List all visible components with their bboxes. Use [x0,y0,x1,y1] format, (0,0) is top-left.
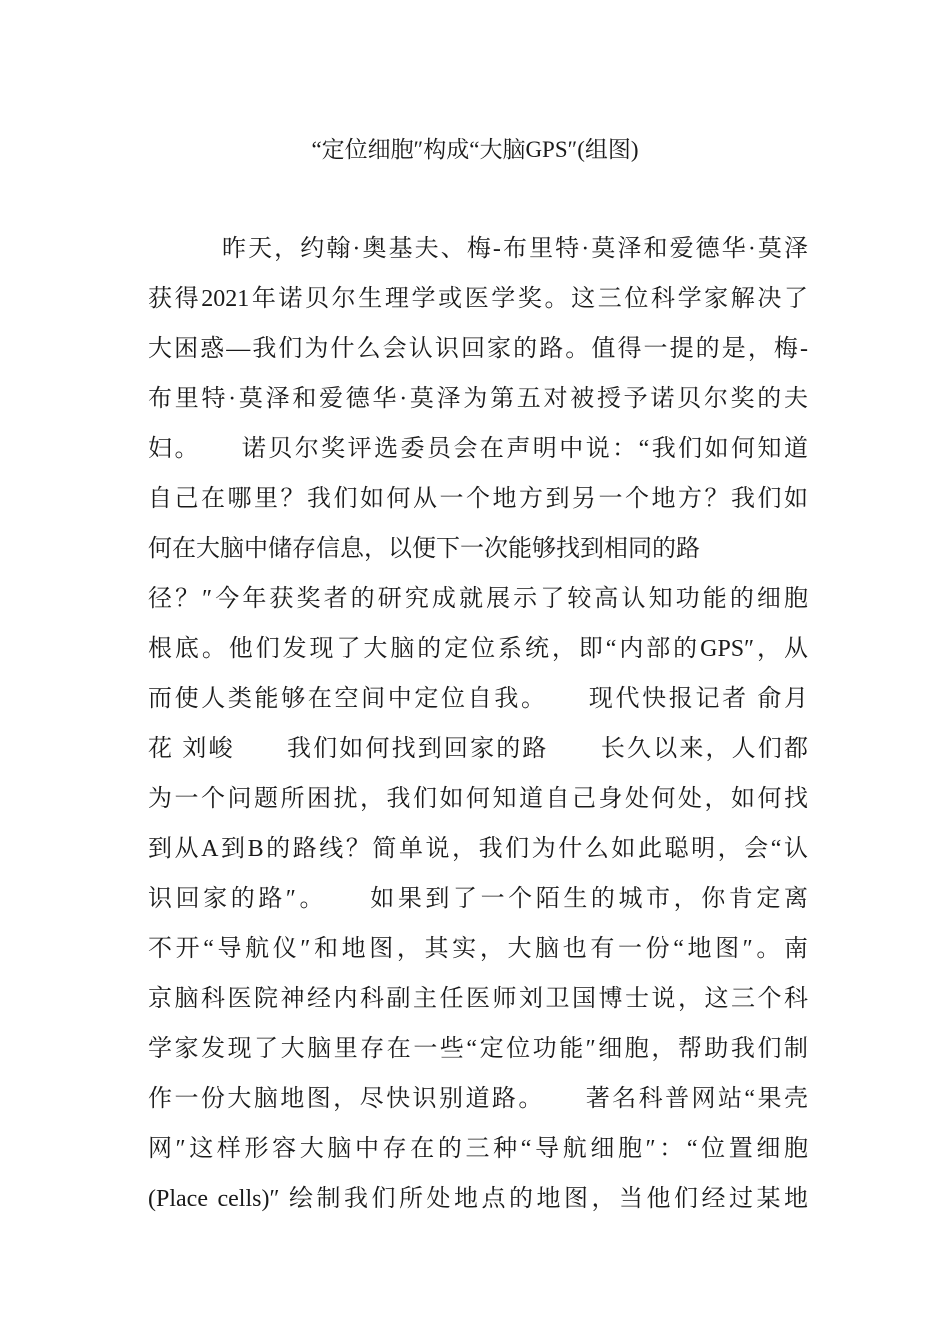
body-line: 大困惑—我们为什么会认识回家的路。值得一提的是，梅- [148,336,808,362]
article-title: “定位细胞″构成“大脑GPS″(组图) [311,137,639,162]
body-line: 为一个问题所困扰，我们如何知道自己身处何处，如何找 [148,786,808,812]
body-line: 而使人类能够在空间中定位自我。 现代快报记者 俞月 [148,686,808,712]
body-line: 自己在哪里？我们如何从一个地方到另一个地方？我们如 [148,486,808,512]
body-line: 网″这样形容大脑中存在的三种“导航细胞″：“位置细胞 [148,1136,808,1162]
body-line: 不开“导航仪″和地图，其实，大脑也有一份“地图″。南 [148,936,808,962]
body-line: 作一份大脑地图，尽快识别道路。 著名科普网站“果壳 [148,1086,808,1112]
body-line: 妇。 诺贝尔奖评选委员会在声明中说：“我们如何知道 [148,436,808,462]
body-line: 昨天，约翰·奥基夫、梅-布里特·莫泽和爱德华·莫泽 [222,236,808,262]
body-line: 识回家的路″。 如果到了一个陌生的城市，你肯定离 [148,886,808,912]
body-line: 到从A到B的路线？简单说，我们为什么如此聪明，会“认 [148,836,808,862]
body-line: 京脑科医院神经内科副主任医师刘卫国博士说，这三个科 [148,986,808,1012]
body-line: (Place cells)″ 绘制我们所处地点的地图，当他们经过某地 [148,1186,808,1212]
body-line: 花 刘峻 我们如何找到回家的路 长久以来，人们都 [148,736,808,762]
body-line: 布里特·莫泽和爱德华·莫泽为第五对被授予诺贝尔奖的夫 [148,386,808,412]
article-body [148,230,808,1230]
body-line: 获得2021年诺贝尔生理学或医学奖。这三位科学家解决了 [148,286,808,312]
body-line: 径？″今年获奖者的研究成就展示了较高认知功能的细胞 [148,586,808,612]
body-line: 何在大脑中储存信息，以便下一次能够找到相同的路 [148,536,700,562]
body-line: 学家发现了大脑里存在一些“定位功能″细胞，帮助我们制 [148,1036,808,1062]
body-line: 根底。他们发现了大脑的定位系统，即“内部的GPS″，从 [148,636,808,662]
